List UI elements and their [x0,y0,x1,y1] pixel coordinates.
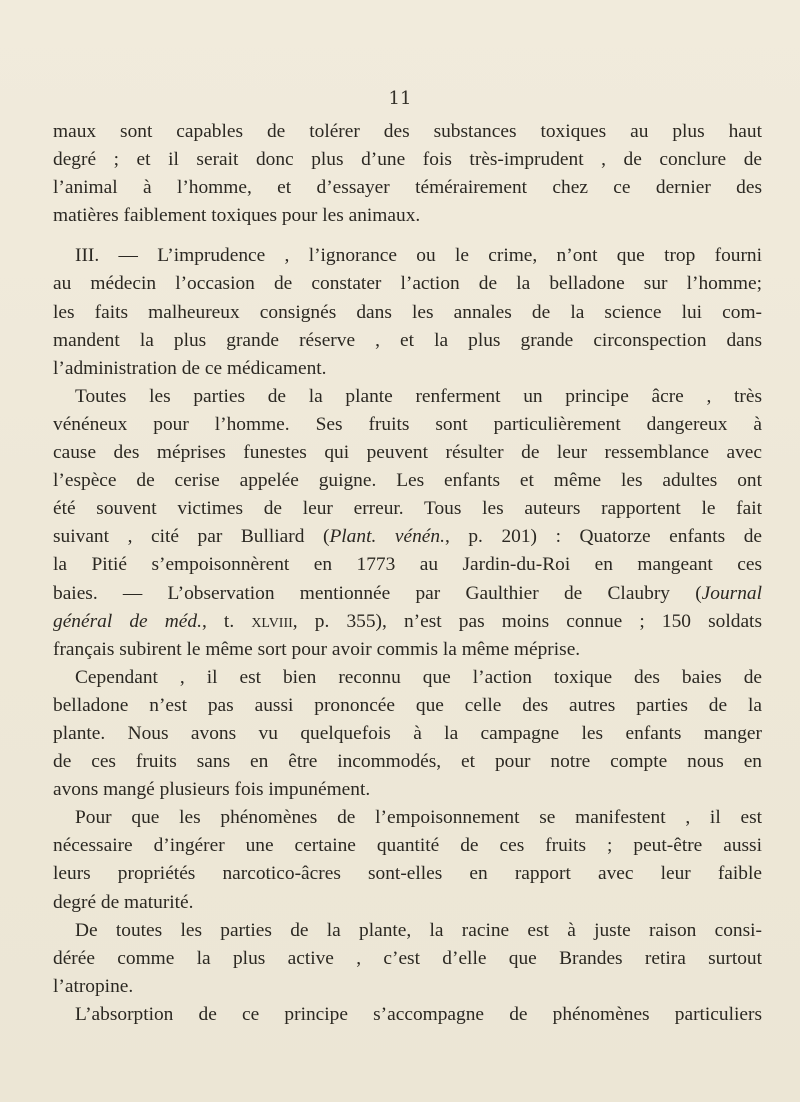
citation-title: Plant. vénén. [329,526,445,548]
text-line: les faits malheureux consignés dans les annales de la science lui com- [53,301,762,323]
text-line: De toutes les parties de la plante, la racine est à juste raison consi- [75,919,762,941]
text-line: matières faiblement toxiques pour les animaux. [53,205,421,227]
text-line: degré de maturité. [53,891,194,913]
body-text [53,118,762,1029]
text-line: vénéneux pour l’homme. Ses fruits sont particulièrement dangereux à [53,413,762,435]
text-line: l’espèce de cerise appelée guigne. Les enfants et même les adultes ont [53,470,762,492]
text-line: de ces fruits sans en être incommodés, et pour notre compte nous en [53,751,762,773]
text-line: maux sont capables de tolérer des substances toxiques au plus haut [53,121,762,142]
text-line: mandent la plus grande réserve , et la plus grande circonspection dans [53,329,762,351]
text-line [53,608,762,636]
text-line: au médecin l’occasion de constater l’action de la belladone sur l’homme; [53,273,762,295]
text-run: , p. 355), n’est pas moins connue ; 150 soldats [292,610,762,632]
text-run: baies. — L’observation mentionnée par Gaulthier de Claubry ( [53,582,702,604]
text-line: avons mangé plusieurs fois impunément. [53,779,371,801]
text-line: leurs propriétés narcotico-âcres sont-elles en rapport avec leur faible [53,863,762,885]
text-line: dérée comme la plus active , c’est d’elle que Brandes retira surtout [53,947,762,969]
text-run: , p. 201) : Quatorze enfants de [444,526,763,548]
page-number: 11 [388,88,412,109]
citation-title: Journal [701,582,762,604]
text-line: Toutes les parties de la plante renferment un principe âcre , très [75,385,762,407]
text-line [53,551,762,579]
paragraph-gap [53,230,762,242]
text-line: l’animal à l’homme, et d’essayer témérairement chez ce dernier des [53,177,762,199]
text-line [53,523,762,551]
text-line: Cependant , il est bien reconnu que l’action toxique des baies de [75,666,762,688]
text-line: plante. Nous avons vu quelquefois à la campagne les enfants manger [53,722,762,744]
text-run: la Pitié s’empoisonnèrent en 1773 au Jardin-du-Roi en mangeant ces [53,554,762,576]
text-line: français subirent le même sort pour avoir commis la même méprise. [53,638,581,660]
text-line: III. — L’imprudence , l’ignorance ou le crime, n’ont que trop fourni [75,245,762,267]
text-line: été souvent victimes de leur erreur. Tous les auteurs rapportent le fait [53,498,762,520]
text-line [53,580,762,608]
text-line: degré ; et il serait donc plus d’une fois très-imprudent , de conclure de [53,149,762,171]
text-line: belladone n’est pas aussi prononcée que celle des autres parties de la [53,694,762,716]
citation-title: général de méd. [53,610,202,632]
text-line: L’absorption de ce principe s’accompagne de phénomènes particuliers [75,1003,762,1025]
text-line: Pour que les phénomènes de l’empoisonnement se manifestent , il est [75,807,762,829]
text-line: cause des méprises funestes qui peuvent résulter de leur ressemblance avec [53,442,762,464]
text-line: nécessaire d’ingérer une certaine quantité de ces fruits ; peut-être aussi [53,835,762,857]
text-line: l’administration de ce médicament. [53,357,327,379]
text-line: l’atropine. [53,975,134,997]
text-run: , t. [201,610,235,632]
volume-number: xlviii [251,610,293,632]
text-run: suivant , cité par Bulliard ( [53,526,330,548]
